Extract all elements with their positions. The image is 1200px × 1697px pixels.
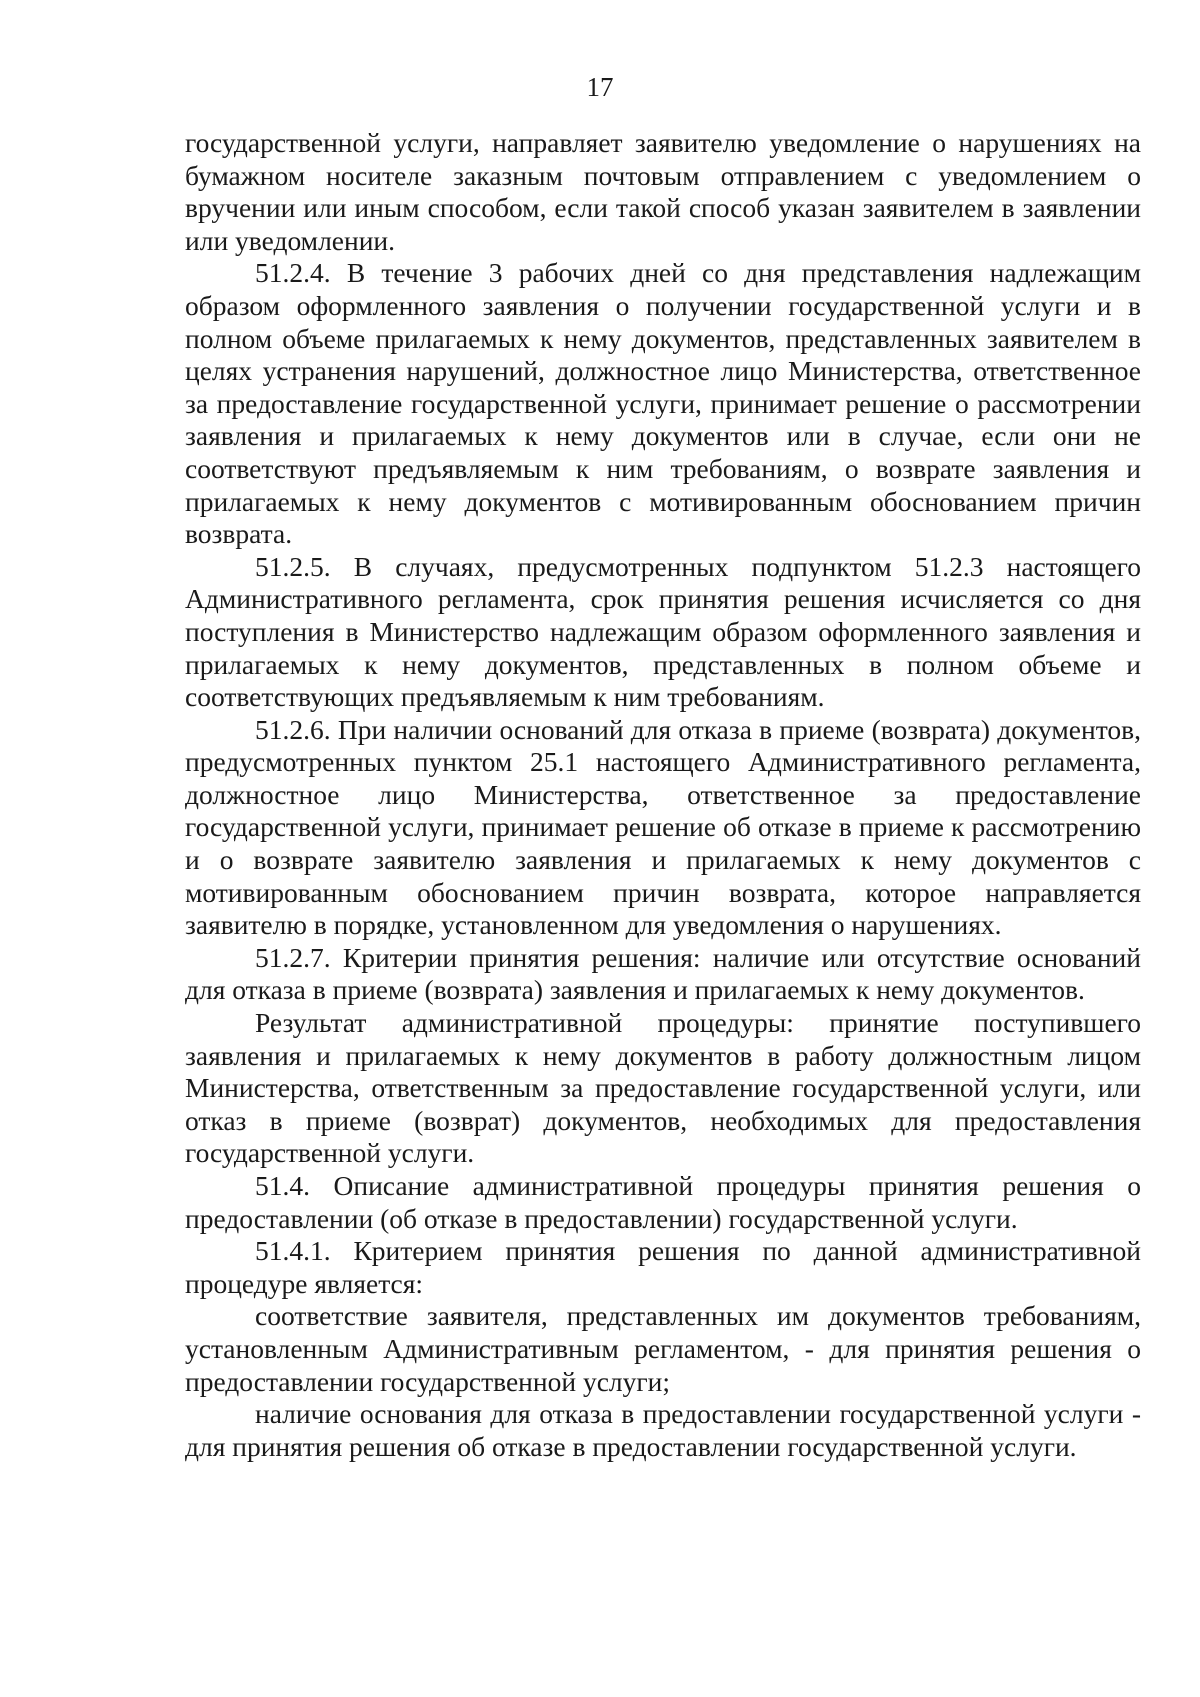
page-number: 17 [586,72,614,102]
paragraph-51-2-7: 51.2.7. Критерии принятия решения: наличие или отсутствие оснований для отказа в приеме (возврата) заявления и прилагаемых к нему документов. [185,941,1141,1006]
paragraph-criterion-grant: соответствие заявителя, представленных им документов требованиям, установленным Административным регламентом, - для принятия решения о предоставлении государственной услуги; [185,1300,1141,1397]
document-body [185,127,1141,1463]
paragraph-51-2-6: 51.2.6. При наличии оснований для отказа в приеме (возврата) документов, предусмотренных пунктом 25.1 настоящего Административного регламента, должностное лицо Министерства, ответственное за предоставление государственной услуги, принимает решение об отказе в приеме к рассмотрению и о возврате заявителю заявления и прилагаемых к нему документов с мотивированным обоснованием причин возврата, которое направляется заявителю в порядке, установленном для уведомления о нарушениях. [185,713,1141,941]
paragraph-criterion-refusal: наличие основания для отказа в предоставлении государственной услуги - для принятия решения об отказе в предоставлении государственной услуги. [185,1398,1141,1462]
paragraph-51-4: 51.4. Описание административной процедуры принятия решения о предоставлении (об отказе в предоставлении) государственной услуги. [185,1170,1141,1234]
paragraph-51-2-5: 51.2.5. В случаях, предусмотренных подпунктом 51.2.3 настоящего Административного регламента, срок принятия решения исчисляется со дня поступления в Министерство надлежащим образом оформленного заявления и прилагаемых к нему документов, представленных в полном объеме и соответствующих предъявляемым к ним требованиям. [185,550,1141,713]
paragraph-continuation: государственной услуги, направляет заявителю уведомление о нарушениях на бумажном носителе заказным почтовым отправлением с уведомлением о вручении или иным способом, если такой способ указан заявителем в заявлении или уведомлении. [185,127,1141,256]
paragraph-procedure-result: Результат административной процедуры: принятие поступившего заявления и прилагаемых к нему документов в работу должностным лицом Министерства, ответственным за предоставление государственной услуги, или отказ в приеме (возврат) документов, необходимых для предоставления государственной услуги. [185,1007,1141,1169]
paragraph-51-4-1: 51.4.1. Критерием принятия решения по данной административной процедуре является: [185,1235,1141,1299]
paragraph-51-2-4: 51.2.4. В течение 3 рабочих дней со дня представления надлежащим образом оформленного заявления о получении государственной услуги и в полном объеме прилагаемых к нему документов, представленных заявителем в целях устранения нарушений, должностное лицо Министерства, ответственное за предоставление государственной услуги, принимает решение о рассмотрении заявления и прилагаемых к нему документов или в случае, если они не соответствуют предъявляемым к ним требованиям, о возврате заявления и прилагаемых к нему документов с мотивированным обоснованием причин возврата. [185,257,1141,550]
